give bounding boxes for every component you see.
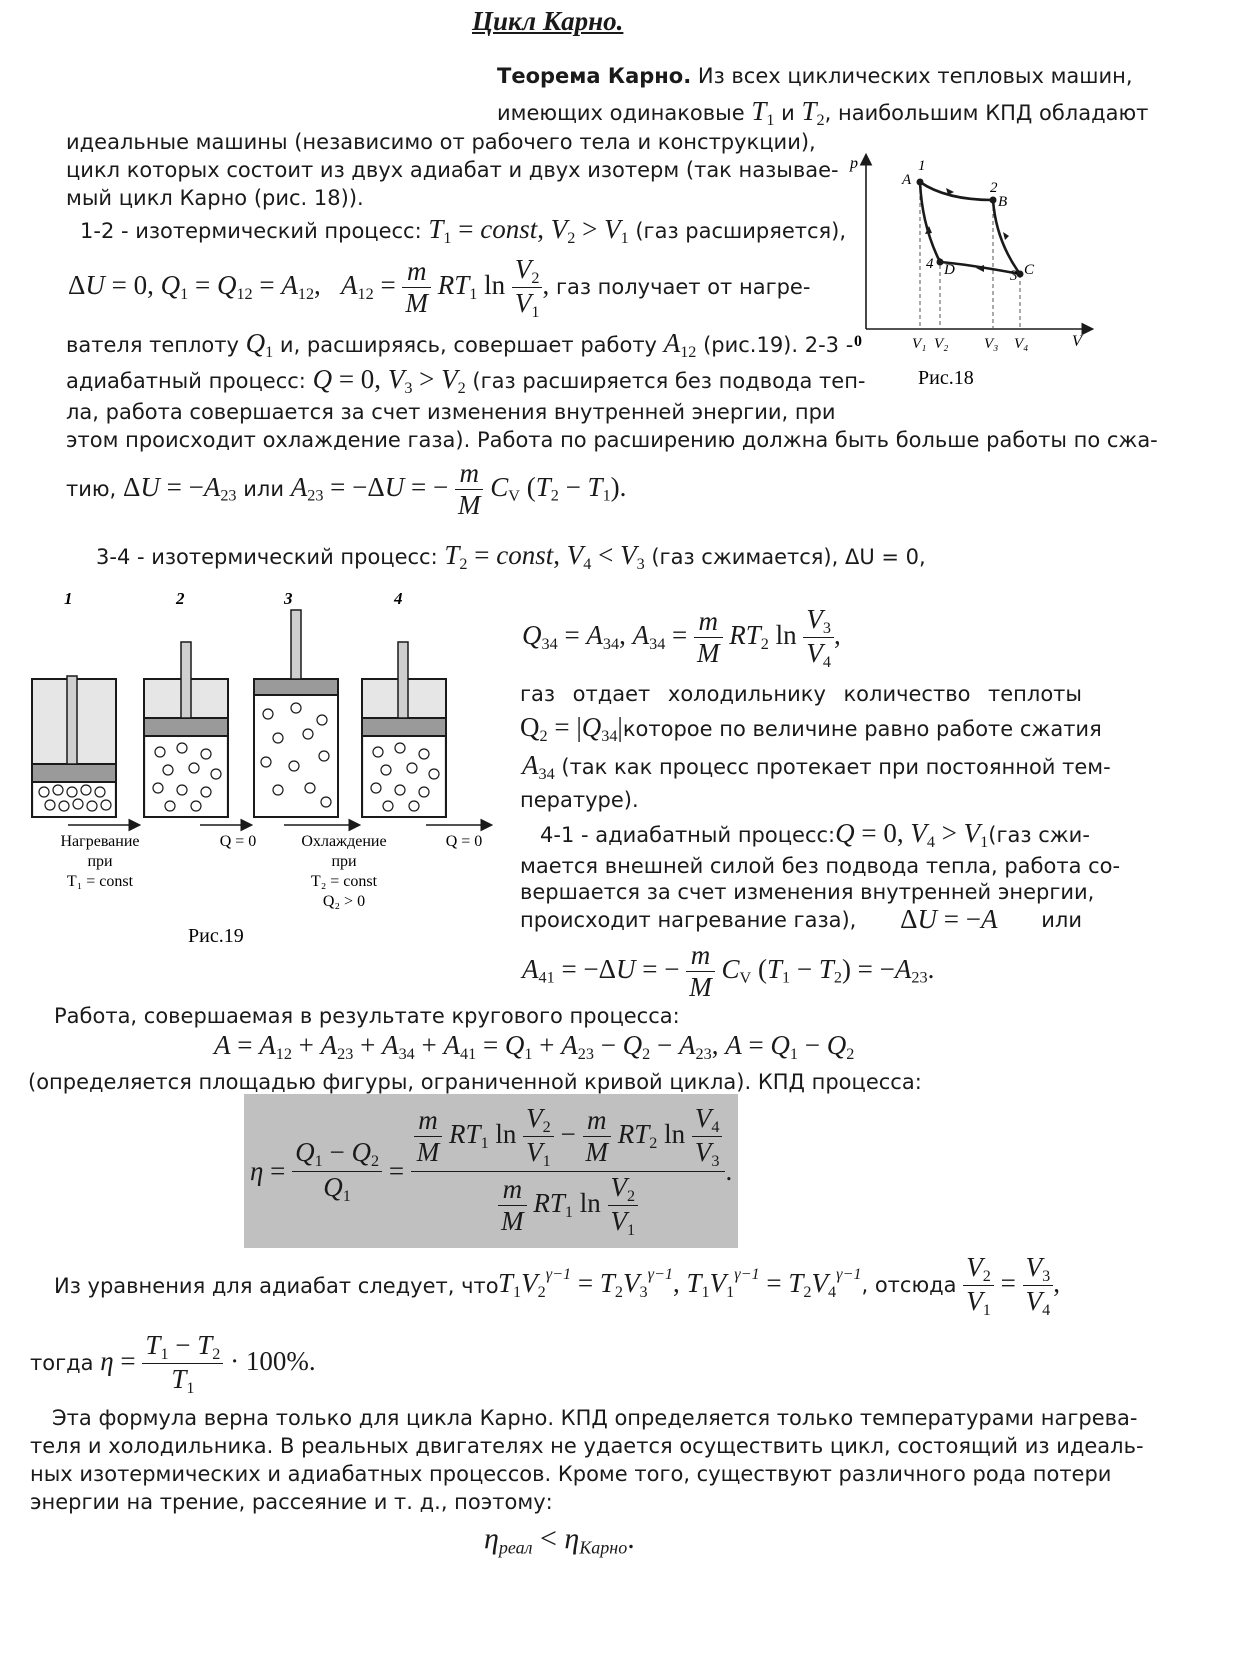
paragraph-text: тию, [66,476,117,501]
paragraph-line: идеальные машины (независимо от рабочего тела и конструкции), [66,130,816,154]
paragraph-line: цикл которых состоит из двух адиабат и двух изотерм (так называе- [66,158,839,182]
stage-3-label: Охлаждение [301,833,387,850]
paragraph-text: адиабатный процесс: [66,369,306,393]
figure-19-caption: Рис.19 [188,925,244,947]
stage-3-label: T₂ = const [310,873,378,890]
formula-a41: $A_{41} = -\Delta U$ = − $\frac{m}{M}$ $C_V$ $(T_1 - T_2) = -A_{23}$. [522,940,935,1003]
paragraph-line: этом происходит охлаждение газа). Работа по расширению должна быть больше работы по сжа- [66,428,1158,452]
process-label: 1-2 - изотермический процесс: [80,219,422,243]
cylinder-4 [362,642,446,817]
tick-v3: V₃ [984,336,999,352]
stage-number-1: 1 [64,589,73,608]
formula-adiabat: $T_1V_2^{\gamma-1} = T_2V_3^{\gamma-1}$, $T_1V_1^{\gamma-1} = T_2V_4^{\gamma-1}$, отсюда $\frac{V_2}{V_1}$ = $\frac{V_3}{V_4}$ , [498,1252,1060,1320]
figure-18-pv-diagram [836,146,1106,392]
paragraph-text: вателя теплоту [66,333,239,357]
paragraph-text: (рис.19). 2-3 - [703,333,854,357]
point-label-c: C [1024,262,1035,278]
theorem-text: , наибольшим КПД обладают [824,101,1149,125]
paragraph-line: Из уравнения для адиабат следует, что [54,1274,499,1298]
process-label: 4-1 - адиабатный процесс: [540,822,836,847]
paragraph-text: , отсюда [861,1273,957,1298]
process-4-1: 4-1 - адиабатный процесс: Q = 0, $V_4 > V_1$ (газ сжи- [540,818,1090,851]
process-label: 3-4 - изотермический процесс: [96,545,438,569]
paragraph-line: энергии на трение, рассеяние и т. д., поэтому: [30,1490,553,1514]
formula-efficiency: η = $\frac{Q_1 - Q_2}{Q_1}$ = $\frac{m}{M}$ $RT_1$ ln $\frac{V_2}{V_1}$ − $\frac{m}{M}$ $RT_2$ ln $\frac{V_4}{V_3}$ $\frac{m}{M}$ $RT_1$ ln $\frac{V_2}{V_1}$ . [250,1102,733,1239]
paragraph-line: происходит нагревание газа), ΔU = −A или [520,904,1082,934]
origin-label: 0 [854,333,862,350]
point-label-a: A [902,172,912,188]
stage-3-label: Q₂ > 0 [322,893,366,910]
point-c [1017,271,1024,278]
paragraph-text: (газ расширяется без подвода теп- [472,369,866,393]
point-label-1: 1 [918,158,926,174]
paragraph-line: (определяется площадью фигуры, ограниченной кривой цикла). КПД процесса: [28,1070,922,1094]
paragraph-text: тогда [30,1351,94,1376]
theorem-line-2: имеющих одинаковые $T_1$ и $T_2$, наибольшим КПД обладают [497,96,1149,129]
process-note: (газ сжи- [988,822,1090,847]
paragraph-line: адиабатный процесс: Q = 0, $V_3 > V_2$ (газ расширяется без подвода теп- [66,364,866,397]
formula-a23: тию, $\Delta U = -A_{23}$ или $A_{23} = -\Delta U$ = − $\frac{m}{M}$ $C_V$ $(T_2 - T_1)$. [66,458,627,521]
stage-1-label: Нагревание [60,833,140,850]
p-axis-label: p [850,155,858,172]
point-b [990,197,997,204]
paragraph-line: ла, работа совершается за счет изменения внутренней энергии, при [66,400,836,424]
point-label-b: B [998,194,1008,210]
cylinder-2 [144,642,228,817]
process-1-2: 1-2 - изотермический процесс: $T_1$ = const, $V_2 > V_1$ (газ расширяется), [80,214,847,247]
paragraph-text: или [243,476,284,501]
formula-total-work: $A = A_{12} + A_{23} + A_{34} + A_{41} = Q_1 + A_{23} - Q_2 - A_{23}$, $A = Q_1 - Q_2$ [214,1030,855,1063]
paragraph-line: газ получает от нагре- [555,275,811,300]
point-label-4: 4 [926,256,934,272]
point-label-d: D [944,262,955,278]
point-a [917,179,924,186]
paragraph-line: $A_{34}$ (так как процесс протекает при постоянной тем- [522,750,1111,783]
stage-2-label: Q = 0 [219,833,257,850]
theorem-text: Из всех циклических тепловых машин, [691,64,1133,88]
formula-real-vs-carnot: $\eta_{реал} < \eta_{Карно}$. [484,1522,635,1558]
process-note: (газ сжимается), ΔU = 0, [651,545,926,569]
point-label-3: 3 [1010,268,1018,284]
paragraph-line: пературе). [520,788,639,812]
paragraph-line: мый цикл Карно (рис. 18)). [66,186,364,210]
process-3-4: 3-4 - изотермический процесс: $T_2$ = const, $V_4 < V_3$ (газ сжимается), ΔU = 0, [96,540,926,573]
figure-19-cylinders [28,584,508,954]
theorem-text: имеющих одинаковые [497,101,745,125]
paragraph-line: мается внешней силой без подвода тепла, работа со- [520,854,1121,878]
paragraph-line: теля и холодильника. В реальных двигателях не удается осуществить цикл, состоящий из идеаль- [30,1434,1144,1458]
point-d [937,259,944,266]
formula-q34: $Q_{34} = A_{34}$, $A_{34}$ = $\frac{m}{M}$ $RT_2$ ln $\frac{V_3}{V_4}$ , [522,604,841,672]
formula-a12: ΔU = 0, $Q_1 = Q_{12} = A_{12}$, $A_{12}$ = $\frac{m}{M}$ $RT_1$ ln $\frac{V_2}{V_1}$ , газ получает от нагре- [68,254,811,322]
paragraph-line: Работа, совершаемая в результате кругового процесса: [54,1004,680,1028]
process-note: (газ расширяется), [635,219,847,243]
point-label-2: 2 [990,180,998,196]
tick-v1: V₁ [912,336,927,352]
v-axis-label: V [1072,333,1082,350]
paragraph-text: или [1041,907,1082,932]
paragraph-line: вершается за счет изменения внутренней энергии, [520,880,1095,904]
paragraph-text: которое по величине равно работе сжатия [622,716,1102,741]
theorem-line-1 [497,64,1133,88]
paragraph-line: газ отдает холодильнику количество теплоты [520,682,1082,706]
cylinder-1 [32,676,116,817]
paragraph-text: (так как процесс протекает при постоянной тем- [561,755,1111,779]
stage-number-2: 2 [176,589,185,608]
formula-carnot-efficiency: тогда η = $\frac{T_1 - T_2}{T_1}$ · 100%. [30,1330,316,1398]
tick-v2: V₂ [934,336,949,352]
arrow-bc [1003,232,1009,240]
tick-v4: V₄ [1014,336,1029,352]
stage-1-label: T₁ = const [66,873,134,890]
paragraph-line: Эта формула верна только для цикла Карно. КПД определяется только температурами нагрева- [52,1406,1138,1430]
page-title: Цикл Карно. [472,6,624,36]
paragraph-line: ных изотермических и адиабатных процессов. Кроме того, существуют различного рода потери [30,1462,1112,1486]
figure-18-caption: Рис.18 [918,367,974,389]
cylinder-3 [254,610,338,817]
stage-number-3: 3 [284,589,293,608]
paragraph-text: и, расширяясь, совершает работу [279,333,657,357]
paragraph-line: вателя теплоту $Q_1$ и, расширяясь, совершает работу $A_{12}$ (рис.19). 2-3 - [66,328,854,361]
stage-3-label: при [331,853,357,870]
theorem-text: и [781,101,795,125]
stage-1-label: при [87,853,113,870]
paragraph-line: $Q_2 = |Q_{34}|$ которое по величине равно работе сжатия [520,712,1102,745]
paragraph-text: происходит нагревание газа), [520,907,857,932]
theorem-heading: Теорема Карно. [497,64,692,88]
stage-4-label: Q = 0 [445,833,483,850]
stage-number-4: 4 [394,589,403,608]
